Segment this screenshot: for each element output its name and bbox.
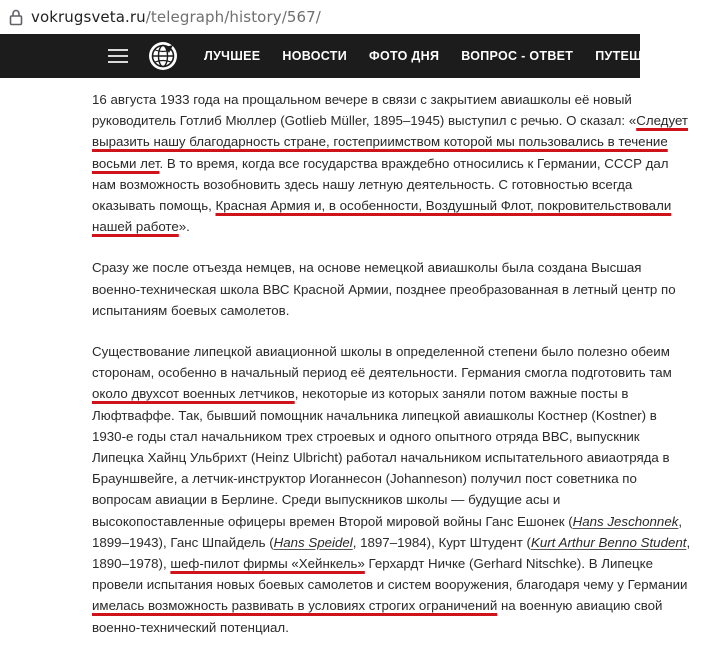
article-paragraph	[92, 89, 688, 237]
text-line	[92, 195, 672, 216]
nav-item-news[interactable]: НОВОСТИ	[282, 49, 347, 63]
text-line: Существование липецкой авиационной школы в определенной степени было полезно обеим	[92, 344, 670, 360]
text-fragment: высокопоставленные офицеры времен Второй мировой войны Ганс Ешонек (	[92, 513, 573, 529]
wiki-link-speidel[interactable]: Hans Speidel	[273, 534, 353, 550]
text-line: Брауншвейге, а летчик-инструктор Иоганнесон (Johanneson) получил пост советника по	[92, 471, 637, 487]
text-fragment: руководитель Готлиб Мюллер (Gotlieb Müller, 1895–1945) выступил с речью. О сказал: «	[92, 113, 637, 129]
text-line	[92, 511, 683, 532]
text-fragment: ,	[678, 513, 683, 529]
text-line: сторонам, особенно в начальный период её деятельности. Германия смогла подготовить там	[92, 365, 672, 381]
nav-item-qa[interactable]: ВОПРОС - ОТВЕТ	[461, 49, 574, 63]
text-line	[92, 110, 688, 131]
highlighted-quote: Красная Армия и, в особенности, Воздушный Флот, покровительствовали	[215, 198, 672, 214]
text-fragment: 1899–1943), Ганс Шпайдель (	[92, 534, 274, 550]
article-paragraph	[92, 341, 691, 638]
text-fragment: Герхардт Ничке (Gerhard Nitschke). В Липецке	[364, 556, 654, 572]
text-line: военно-технический потенциал.	[92, 619, 289, 635]
text-line	[92, 595, 663, 616]
text-fragment: ».	[178, 219, 190, 235]
article-body	[92, 89, 691, 658]
text-line: Липецка Хайнц Ульбрихт (Heinz Ulbricht) работал начальником испытательного авиаотряда в	[92, 450, 670, 466]
highlighted-quote: восьми лет	[92, 155, 160, 171]
url-text[interactable]	[31, 8, 321, 26]
text-line: 16 августа 1933 года на прощальном вечере в связи с закрытием авиашколы её новый	[92, 92, 632, 107]
text-fragment: оказывать помощь,	[92, 198, 216, 214]
text-line	[92, 216, 622, 237]
text-line	[92, 383, 629, 404]
url-path: /telegraph/history/567/	[145, 8, 321, 26]
text-line: 1930-е годы стал начальником трех строевых и одного опытного отряда ВВС, выпускник	[92, 428, 640, 444]
text-fragment: , некоторые из которых заняли потом важные посты в	[294, 386, 629, 402]
text-line: провели испытания новых боевых самолетов и систем вооружения, благодаря чему у Германии	[92, 577, 688, 593]
url-domain: vokrugsveta.ru	[31, 8, 146, 26]
text-line: военно-техническая школа ВВС Красной Армии, позднее преобразованная в летный центр по	[92, 281, 676, 297]
text-fragment: , 1897–1984), Курт Штудент (	[352, 534, 531, 550]
text-line: испытаниям боевых самолетов.	[92, 302, 290, 318]
lock-icon	[9, 9, 23, 25]
text-fragment: ,	[686, 534, 691, 550]
nav-item-photo-of-day[interactable]: ФОТО ДНЯ	[369, 49, 440, 63]
highlighted-phrase: около двухсот военных летчиков	[92, 386, 295, 402]
highlighted-phrase: шеф-пилот фирмы «Хейнкель»	[170, 556, 365, 572]
globe-logo-icon[interactable]	[148, 41, 178, 71]
highlighted-quote: Следует	[636, 113, 688, 129]
text-line: вопросам авиации в Берлине. Среди выпускников школы — будущие асы и	[92, 492, 561, 508]
text-fragment: на военную авиацию свой	[497, 598, 663, 614]
text-line: нам возможность возобновить здесь нашу летную деятельность. С готовностью всегда	[92, 176, 633, 192]
text-line	[92, 153, 669, 174]
text-line	[92, 553, 654, 574]
highlighted-phrase: имелась возможность развивать в условиях строгих ограничений	[92, 598, 498, 614]
text-fragment: 1890–1978),	[92, 556, 171, 572]
highlighted-quote: выразить нашу благодарность стране, гостеприимством которой мы пользовались в течение	[92, 134, 668, 150]
text-line	[92, 532, 691, 553]
menu-icon[interactable]	[108, 47, 128, 65]
nav-item-travel[interactable]: ПУТЕШЕСТВИЯ	[595, 49, 696, 63]
site-navbar	[0, 34, 696, 78]
text-line: Сразу же после отъезда немцев, на основе немецкой авиашколы была создана Высшая	[92, 260, 642, 276]
nav-item-best[interactable]: ЛУЧШЕЕ	[204, 49, 261, 63]
wiki-link-jeschonnek[interactable]: Hans Jeschonnek	[572, 513, 679, 529]
highlighted-quote: нашей работе	[92, 219, 179, 235]
wiki-link-student[interactable]: Kurt Arthur Benno Student	[530, 534, 687, 550]
text-line: Люфтваффе. Так, бывший помощник начальника липецкой авиашколы Костнер (Kostner) в	[92, 407, 657, 423]
text-fragment: . В то время, когда все государства враждебно относились к Германии, СССР дал	[159, 155, 669, 171]
text-line	[92, 131, 668, 152]
address-bar[interactable]	[0, 0, 640, 35]
article-paragraph	[92, 257, 676, 321]
